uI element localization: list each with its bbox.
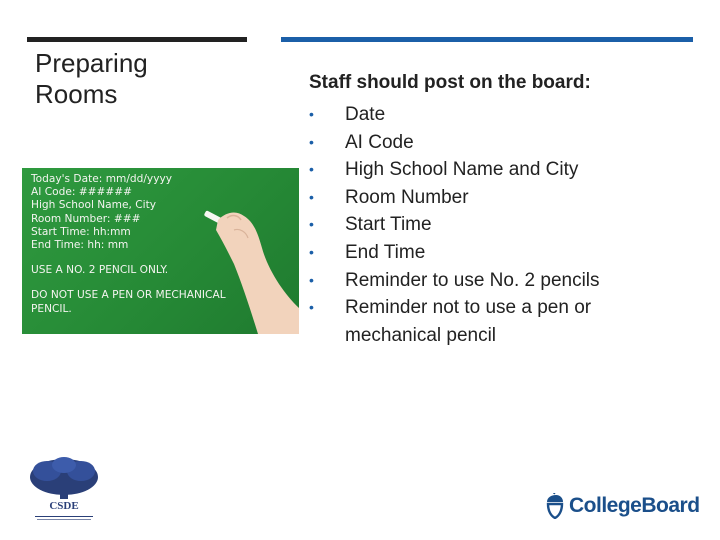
list-item-text: AI Code <box>345 131 414 153</box>
bullet-icon: • <box>309 188 314 205</box>
list-item <box>309 294 685 349</box>
chalk-notice-pen-line-1: DO NOT USE A PEN OR MECHANICAL <box>31 289 226 302</box>
list-item <box>309 184 685 212</box>
list-item <box>309 239 685 267</box>
acorn-icon <box>543 493 565 519</box>
list-item-text: Room Number <box>345 186 469 208</box>
collegeboard-logo-text: CollegeBoard <box>569 494 700 517</box>
list-item-text: End Time <box>345 241 426 263</box>
chalk-line-end: End Time: hh: mm <box>31 239 129 252</box>
list-item-text: Date <box>345 104 386 125</box>
chalk-line-school: High School Name, City <box>31 199 157 212</box>
slide-title-line-1: Preparing <box>35 48 148 78</box>
chalk-line-date: Today's Date: mm/dd/yyyy <box>31 173 172 185</box>
hand-with-chalk-icon <box>22 168 299 334</box>
list-item-text: Start Time <box>345 214 432 236</box>
bullet-icon: • <box>309 299 314 316</box>
csde-logo <box>25 455 103 530</box>
list-item <box>309 101 685 129</box>
chalk-notice-pen-line-2: PENCIL. <box>31 302 72 315</box>
list-item <box>309 267 685 295</box>
list-item <box>309 211 685 239</box>
bullet-icon: • <box>309 243 314 260</box>
bullet-icon: • <box>309 106 314 122</box>
chalk-notice-pencil: USE A NO. 2 PENCIL ONLY. <box>31 264 169 277</box>
csde-tree-icon <box>25 455 103 525</box>
chalk-line-ai-code: AI Code: ###### <box>31 186 133 199</box>
content-divider-bar <box>281 37 693 42</box>
collegeboard-logo <box>543 493 700 519</box>
board-requirements-list <box>309 101 685 349</box>
bullet-icon: • <box>309 133 314 150</box>
slide-title-line-2: Rooms <box>35 79 118 109</box>
bullet-icon: • <box>309 216 314 233</box>
bullet-icon: • <box>309 161 314 178</box>
chalk-line-start: Start Time: hh:mm <box>31 225 131 238</box>
list-item-text: High School Name and City <box>345 159 579 181</box>
csde-logo-text: CSDE <box>49 500 79 512</box>
list-item-text: Reminder to use No. 2 pencils <box>345 269 600 291</box>
slide-title <box>35 48 235 110</box>
bullet-icon: • <box>309 271 314 288</box>
chalk-line-room: Room Number: ### <box>31 212 141 225</box>
title-divider-bar <box>27 37 247 42</box>
board-instructions-heading: Staff should post on the board: <box>309 72 591 93</box>
chalkboard-image <box>22 168 299 334</box>
list-item-text: Reminder not to use a pen or mechanical pencil <box>345 297 592 346</box>
list-item <box>309 156 685 184</box>
list-item <box>309 129 685 157</box>
